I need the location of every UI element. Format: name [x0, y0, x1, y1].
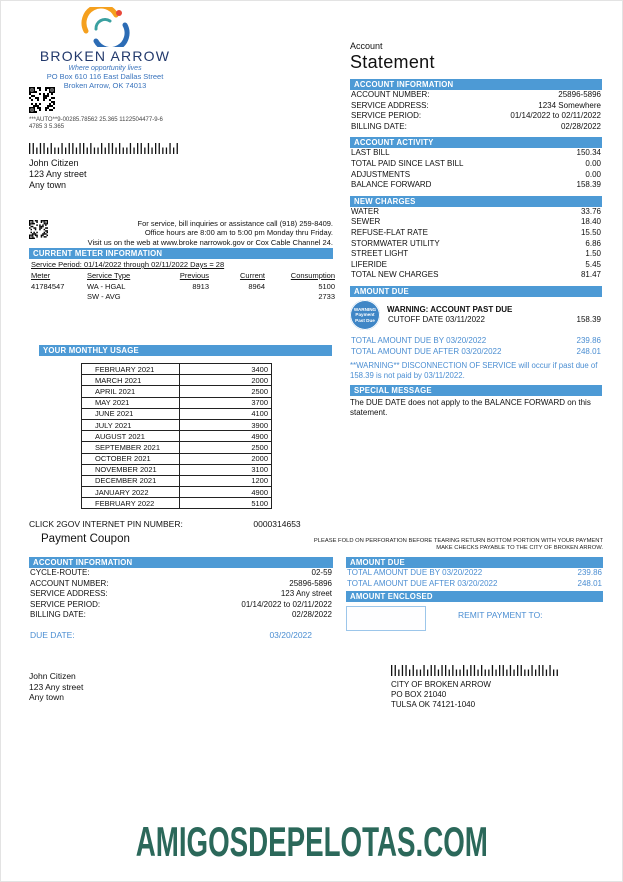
- due-date-value: 03/20/2022: [269, 629, 312, 640]
- badge-line: WARNING: [353, 306, 377, 312]
- postal-barcode-icon: [29, 141, 181, 159]
- meter-cell: 41784547: [31, 281, 65, 291]
- usage-month: OCTOBER 2021: [82, 453, 180, 464]
- row-label: SERVICE ADDRESS:: [351, 100, 429, 110]
- past-due-warning-row: [350, 300, 602, 330]
- section-header-account-information: ACCOUNT INFORMATION: [350, 79, 602, 90]
- contact-line-web: Visit us on the web at www.broke narrowok.gov or Cox Cable Channel 24.: [87, 237, 333, 247]
- coupon-instructions: [281, 538, 603, 552]
- usage-value: 2500: [180, 386, 272, 397]
- row-label: TOTAL PAID SINCE LAST BILL: [351, 158, 464, 168]
- row-value: 25896-5896: [289, 578, 332, 588]
- usage-month: DECEMBER 2021: [82, 475, 180, 486]
- usage-value: 3700: [180, 397, 272, 408]
- meter-cell: 5100: [318, 281, 335, 291]
- special-message-text: The DUE DATE does not apply to the BALANCE FORWARD on this statement.: [350, 398, 591, 418]
- row-label: SERVICE PERIOD:: [30, 599, 101, 609]
- row-label: TOTAL AMOUNT DUE BY 03/20/2022: [351, 335, 487, 345]
- meter-col-header: Consumption: [290, 271, 335, 280]
- meter-cell: [209, 292, 265, 303]
- account-activity-section: [350, 137, 602, 190]
- amount-due-section: [350, 286, 602, 380]
- badge-line: Payment: [355, 312, 375, 318]
- row-value: 158.39: [576, 180, 601, 190]
- usage-month: JANUARY 2022: [82, 487, 180, 498]
- meter-col-header: Previous: [179, 271, 209, 280]
- recipient-city: Any town: [29, 180, 67, 190]
- contact-line-phone: For service, bill inquiries or assistance call (918) 259-8409.: [137, 219, 333, 228]
- row-value: 01/14/2022 to 02/11/2022: [241, 599, 332, 609]
- coupon-recipient-street: 123 Any street: [29, 681, 84, 692]
- watermark: [1, 818, 622, 866]
- row-value: 0.00: [585, 158, 601, 168]
- row-label: LAST BILL: [351, 148, 390, 158]
- row-value: 158.39: [576, 314, 601, 324]
- row-value: 15.50: [580, 227, 601, 237]
- meter-cell: [159, 292, 209, 303]
- meter-col-header: Current: [239, 271, 265, 280]
- row-label: ACCOUNT NUMBER:: [351, 90, 430, 99]
- row-value: 81.47: [580, 270, 601, 280]
- section-header-amount-enclosed: AMOUNT ENCLOSED: [346, 591, 603, 602]
- qr-code-small-icon: [29, 220, 48, 244]
- activity-row: [350, 180, 602, 191]
- coupon-recipient-address: [29, 671, 83, 703]
- activity-row: [350, 170, 602, 181]
- org-name: BROKEN ARROW: [39, 48, 171, 64]
- coupon-recipient-city: Any town: [29, 692, 64, 702]
- current-meter-information-section: [29, 248, 333, 303]
- remit-payee-address: [391, 680, 491, 710]
- remit-payment-label: REMIT PAYMENT TO:: [458, 610, 543, 621]
- coupon-account-information-section: [29, 557, 333, 640]
- row-label: ADJUSTMENTS: [351, 169, 411, 179]
- usage-row: [82, 487, 272, 498]
- coupon-instructions-line1: PLEASE FOLD ON PERFORATION BEFORE TEARING RETURN BOTTOM PORTION WITH YOUR PAYMENT: [313, 538, 603, 544]
- section-header-account-activity: ACCOUNT ACTIVITY: [350, 137, 602, 148]
- row-label: SERVICE PERIOD:: [351, 111, 422, 121]
- broken-arrow-logo: [19, 7, 191, 47]
- coupon-amount-due-section: [346, 557, 603, 631]
- org-address-line2: Broken Arrow, OK 74013: [63, 81, 147, 90]
- usage-row: [82, 419, 272, 430]
- meter-col-header: Service Type: [87, 271, 131, 280]
- payee-line2: PO BOX 21040: [391, 690, 447, 699]
- row-label: STORMWATER UTILITY: [351, 238, 440, 248]
- recipient-address: [29, 158, 87, 191]
- badge-line: Past Due: [355, 317, 375, 323]
- usage-row: [82, 408, 272, 419]
- section-header-your-monthly-usage: YOUR MONTHLY USAGE: [39, 345, 332, 356]
- coupon-instructions-line2: MAKE CHECKS PAYABLE TO THE CITY OF BROKEN ARROW.: [436, 544, 603, 551]
- row-label: WATER: [351, 206, 379, 216]
- row-label: REFUSE-FLAT RATE: [351, 227, 428, 237]
- meter-cell: [31, 292, 87, 303]
- usage-row: [82, 431, 272, 442]
- usage-month: SEPTEMBER 2021: [82, 442, 180, 453]
- recipient-name: John Citizen: [29, 158, 79, 168]
- usage-value: 4900: [180, 487, 272, 498]
- new-charges-section: [350, 196, 602, 281]
- usage-month: NOVEMBER 2021: [82, 464, 180, 475]
- amount-enclosed-box[interactable]: [346, 606, 426, 631]
- warning-heading: WARNING: ACCOUNT PAST DUE: [387, 304, 513, 314]
- row-value: 1.50: [585, 249, 601, 259]
- total-due-after-row: [350, 347, 602, 358]
- mailing-meta: [29, 117, 163, 131]
- row-value: 239.86: [576, 335, 601, 345]
- section-header-special-message: SPECIAL MESSAGE: [350, 385, 602, 396]
- charge-row-total: [350, 270, 602, 281]
- coupon-info-row: [29, 568, 333, 579]
- row-label: STREET LIGHT: [351, 249, 409, 259]
- info-row: [350, 111, 602, 122]
- statement-title: Statement: [350, 52, 435, 72]
- qr-code-icon: [29, 87, 55, 118]
- usage-row: [82, 386, 272, 397]
- row-value: 18.40: [580, 217, 601, 227]
- row-label: BALANCE FORWARD: [351, 180, 432, 190]
- row-label: BILLING DATE:: [30, 610, 86, 620]
- row-label: CUTOFF DATE 03/11/2022: [388, 314, 485, 324]
- row-value: 25896-5896: [558, 90, 601, 99]
- section-header-amount-due: AMOUNT DUE: [350, 286, 602, 297]
- total-due-by-row: [350, 336, 602, 347]
- row-label: TOTAL AMOUNT DUE AFTER 03/20/2022: [351, 346, 502, 356]
- usage-row: [82, 453, 272, 464]
- row-value: 150.34: [576, 148, 601, 158]
- payee-line3: TULSA OK 74121-1040: [391, 700, 476, 709]
- row-label: LIFERIDE: [351, 259, 388, 269]
- amount-enclosed-row: [346, 606, 603, 631]
- coupon-info-row: [29, 600, 333, 611]
- account-kicker: Account: [350, 41, 383, 51]
- pin-value: 0000314653: [253, 519, 301, 529]
- usage-value: 4900: [180, 431, 272, 442]
- row-label: ACCOUNT NUMBER:: [30, 578, 109, 588]
- mailing-meta-line2: 4785 3 5.365: [29, 123, 65, 130]
- usage-value: 2000: [180, 453, 272, 464]
- row-value: 248.01: [576, 346, 601, 356]
- usage-row: [82, 464, 272, 475]
- row-label: BILLING DATE:: [351, 121, 407, 131]
- usage-value: 4100: [180, 408, 272, 419]
- due-date-label: DUE DATE:: [30, 629, 75, 640]
- row-label: TOTAL NEW CHARGES: [351, 270, 439, 280]
- payee-line1: CITY OF BROKEN ARROW: [391, 680, 491, 689]
- contact-line-hours: Office hours are 8:00 am to 5:00 pm Monday thru Friday.: [144, 228, 333, 238]
- row-value: 0.00: [585, 169, 601, 179]
- row-value: 02-59: [311, 568, 332, 577]
- usage-row: [82, 375, 272, 386]
- special-message-section: [350, 385, 602, 418]
- info-row: [350, 101, 602, 112]
- usage-row: [82, 397, 272, 408]
- past-due-warning-badge-icon: [350, 300, 380, 330]
- service-period-text: Service Period: 01/14/2022 through 02/11/2022 Days = 28: [31, 260, 225, 269]
- section-header-coupon-amount-due: AMOUNT DUE: [346, 557, 603, 568]
- meter-cell: WA - HGAL: [87, 281, 126, 291]
- org-tagline: Where opportunity lives: [68, 65, 142, 72]
- charge-row: [350, 239, 602, 250]
- internet-pin-row: [29, 519, 301, 529]
- usage-value: 3400: [180, 364, 272, 375]
- row-value: 6.86: [585, 238, 601, 248]
- activity-row: [350, 159, 602, 170]
- row-value: 1234 Somewhere: [538, 100, 601, 110]
- disconnect-warning-text: **WARNING** DISCONNECTION OF SERVICE will occur if past due of 158.39 is not paid by 03/11/2022.: [350, 361, 598, 380]
- usage-row: [82, 364, 272, 375]
- meter-table: [29, 271, 333, 303]
- statement-column: [350, 41, 602, 418]
- coupon-amount-row: [346, 568, 603, 579]
- charge-row: [350, 260, 602, 271]
- usage-value: 3100: [180, 464, 272, 475]
- charge-row: [350, 217, 602, 228]
- meter-col-header: Meter: [31, 271, 51, 280]
- row-value: 239.86: [577, 568, 602, 577]
- meter-cell: 8913: [192, 281, 209, 291]
- coupon-info-row: [29, 589, 333, 600]
- coupon-amount-row: [346, 579, 603, 590]
- usage-value: 5100: [180, 498, 272, 509]
- charge-row: [350, 207, 602, 218]
- row-value: 5.45: [585, 259, 601, 269]
- org-address-line1: PO Box 610 116 East Dallas Street: [46, 72, 164, 81]
- usage-month: MARCH 2021: [82, 375, 180, 386]
- payment-coupon-title: Payment Coupon: [41, 533, 130, 545]
- row-value: 248.01: [577, 578, 602, 588]
- row-value: 33.76: [580, 206, 601, 216]
- pin-label: CLICK 2GOV INTERNET PIN NUMBER:: [29, 519, 183, 529]
- usage-row: [82, 442, 272, 453]
- usage-row: [82, 475, 272, 486]
- row-value: 02/28/2022: [560, 121, 601, 131]
- usage-month: APRIL 2021: [82, 386, 180, 397]
- usage-month: FEBRUARY 2021: [82, 364, 180, 375]
- usage-value: 2000: [180, 375, 272, 386]
- meter-cell: SW - AVG: [87, 292, 121, 301]
- row-value: 01/14/2022 to 02/11/2022: [510, 111, 601, 121]
- section-header-coupon-account-information: ACCOUNT INFORMATION: [29, 557, 333, 568]
- past-due-warning-text: [387, 305, 602, 326]
- usage-value: 1200: [180, 475, 272, 486]
- usage-month: MAY 2021: [82, 397, 180, 408]
- due-date-row: [29, 630, 313, 640]
- brand-block: [19, 7, 191, 90]
- row-value: 02/28/2022: [291, 610, 332, 620]
- watermark-text: AMIGOSDEPELOTAS.COM: [135, 818, 488, 865]
- row-label: SERVICE ADDRESS:: [30, 589, 108, 599]
- recipient-street: 123 Any street: [29, 169, 87, 179]
- account-information-section: [350, 79, 602, 132]
- info-row: [350, 90, 602, 101]
- usage-month: JUNE 2021: [82, 408, 180, 419]
- charge-row: [350, 228, 602, 239]
- cutoff-row: [387, 315, 602, 326]
- info-row: [350, 122, 602, 133]
- usage-value: 3900: [180, 419, 272, 430]
- usage-value: 2500: [180, 442, 272, 453]
- remit-barcode-icon: [391, 663, 561, 681]
- section-header-new-charges: NEW CHARGES: [350, 196, 602, 207]
- monthly-usage-table: [81, 363, 272, 509]
- usage-month: AUGUST 2021: [82, 431, 180, 442]
- coupon-info-row: [29, 579, 333, 590]
- section-header-current-meter-information: CURRENT METER INFORMATION: [29, 248, 333, 259]
- meter-cell: 8964: [248, 281, 265, 291]
- mailing-meta-line1: ***AUTO**9-00285.78562 25.365 1122504477-9-6: [29, 117, 163, 123]
- row-label: TOTAL AMOUNT DUE AFTER 03/20/2022: [347, 578, 498, 588]
- coupon-recipient-name: John Citizen: [29, 671, 76, 681]
- service-period-line: [29, 259, 333, 270]
- usage-month: JULY 2021: [82, 419, 180, 430]
- row-label: CYCLE-ROUTE:: [30, 568, 90, 577]
- row-label: TOTAL AMOUNT DUE BY 03/20/2022: [347, 568, 483, 577]
- coupon-info-row: [29, 610, 333, 621]
- meter-cell: 2733: [318, 292, 335, 301]
- usage-month: FEBRUARY 2022: [82, 498, 180, 509]
- usage-row: [82, 498, 272, 509]
- charge-row: [350, 249, 602, 260]
- activity-row: [350, 148, 602, 159]
- contact-info: [59, 219, 333, 247]
- row-label: SEWER: [351, 217, 381, 227]
- row-value: 123 Any street: [280, 589, 332, 599]
